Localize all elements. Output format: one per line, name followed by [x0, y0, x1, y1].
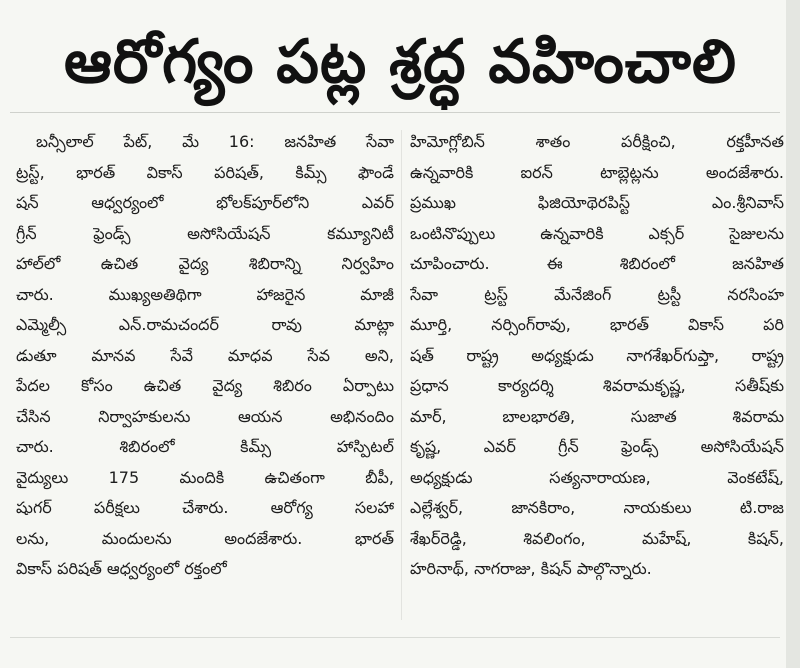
headline: ఆరోగ్యం పట్ల శ్రద్ధ వహించాలి	[64, 27, 737, 97]
text-line: చారు. ముఖ్యఅతిథిగా హాజరైన మాజీ	[16, 284, 394, 304]
text-line: చారు. శిబిరంలో కిమ్స్ హాస్పిటల్	[16, 437, 394, 456]
text-line: చేసిన నిర్వాహకులను ఆయన అభినందిం	[16, 406, 394, 426]
text-line: వికాస్ పరిషత్ ఆధ్వర్యంలో రక్తంలో	[16, 559, 227, 578]
text-line: ఉన్నవారికి ఐరన్ టాబ్లెట్లను అందజేశారు.	[410, 162, 784, 182]
text-line: ప్రధాన కార్యదర్శి శివరామకృష్ణ, సతీష్‌కు	[410, 376, 784, 395]
text-line: అధ్యక్షుడు సత్యనారాయణ, వెంకటేష్,	[410, 467, 784, 487]
text-line: హిమోగ్లోబిన్ శాతం పరీక్షించి, రక్తహీనత	[410, 132, 784, 151]
text-line: ఒంటినొప్పులు ఉన్నవారికి ఎక్సర్ సైజులను	[410, 223, 784, 243]
text-line: ట్రస్ట్, భారత్ వికాస్ పరిషత్, కిమ్స్ ఫౌండే	[16, 162, 394, 182]
text-line: పేదల కోసం ఉచిత వైద్య శిబిరం ఏర్పాటు	[16, 376, 394, 395]
text-line: సేవా ట్రస్ట్ మేనేజింగ్ ట్రస్టీ నరసింహ	[410, 284, 784, 304]
text-line: బన్సీలాల్ పేట్, మే 16: జనహిత సేవా	[36, 132, 394, 151]
column-divider	[401, 130, 402, 620]
article-column-right	[410, 127, 784, 585]
text-line: షుగర్ పరీక్షలు చేశారు. ఆరోగ్య సలహా	[16, 498, 394, 517]
text-line: ఎల్లేశ్వర్, జానకిరాం, నాయకులు టి.రాజ	[410, 498, 784, 517]
text-line: వైద్యులు 175 మందికి ఉచితంగా బీపీ,	[16, 467, 394, 487]
text-line: షన్ ఆధ్వర్యంలో భోలక్‌పూర్‌లోని ఎవర్	[16, 193, 394, 212]
text-line: మార్, బాలభారతి, సుజాత శివరామ	[410, 406, 784, 426]
text-line: షత్ రాష్ట్ర అధ్యక్షుడు నాగశేఖర్‌గుప్తా, రాష్ట్ర	[410, 345, 784, 365]
article-column-left	[16, 127, 394, 585]
text-line: కృష్ణ, ఎవర్ గ్రీన్ ఫ్రెండ్స్ అసోసియేషన్	[410, 437, 784, 456]
text-line: ఎమ్మెల్సీ ఎన్.రామచందర్ రావు మాట్లా	[16, 315, 394, 334]
text-line: చూపించారు. ఈ శిబిరంలో జనహిత	[410, 254, 784, 273]
bottom-divider	[10, 637, 780, 638]
text-line: డుతూ మానవ సేవే మాధవ సేవ అని,	[16, 345, 394, 365]
text-line: శేఖర్‌రెడ్డి, శివలింగం, మహేష్, కిషన్,	[410, 528, 784, 548]
text-line: హాల్‌లో ఉచిత వైద్య శిబిరాన్ని నిర్వహిం	[16, 254, 394, 273]
text-line: ప్రముఖ ఫిజియోథెరపిస్ట్ ఎం.శ్రీనివాస్	[410, 193, 784, 212]
text-line: హరినాథ్, నాగరాజు, కిషన్ పాల్గొన్నారు.	[410, 559, 652, 578]
text-line: మూర్తి, నర్సింగ్‌రావు, భారత్ వికాస్ పరి	[410, 315, 784, 334]
text-line: లను, మందులను అందజేశారు. భారత్	[16, 528, 394, 548]
text-line: గ్రీన్ ఫ్రెండ్స్ అసోసియేషన్ కమ్యూనిటీ	[16, 223, 394, 243]
scan-edge	[786, 0, 800, 668]
headline-divider	[10, 112, 780, 113]
